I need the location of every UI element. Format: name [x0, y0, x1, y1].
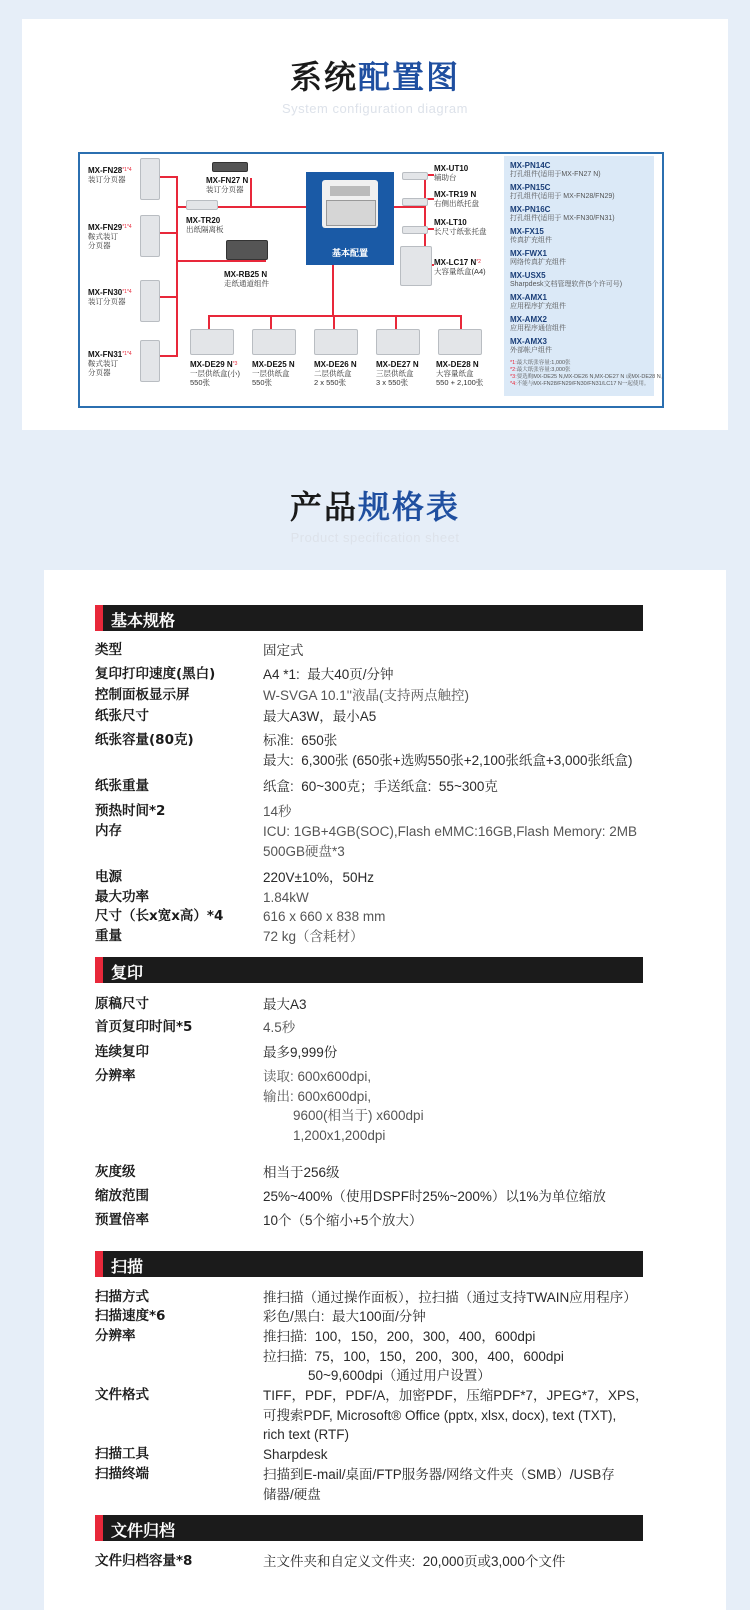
option-tr20: MX-TR20 出纸隔离板: [186, 216, 224, 234]
spec-value: A4 *1: 最大40页/分钟: [263, 667, 394, 682]
connector-line: [394, 206, 424, 208]
spec-label: 连续复印: [95, 1044, 149, 1060]
spec-value: 4.5秒: [263, 1020, 296, 1035]
option-amx3: MX-AMX3 外部帐户组件: [510, 337, 552, 354]
option-fn28: $MX-FN28^{*1*4}$ 装订分页器: [88, 166, 132, 184]
drawer-icon: [438, 329, 482, 355]
spec-value: 相当于256级: [263, 1165, 340, 1180]
connector-line: [160, 355, 178, 357]
spec-label: 类型: [95, 642, 122, 658]
spec-label: 尺寸（长x宽x高）*4: [95, 908, 224, 924]
section-title: 扫描: [111, 1257, 144, 1276]
connector-line: [160, 232, 178, 234]
config-title: [0, 52, 750, 98]
drawer-icon: [376, 329, 420, 355]
printer-icon: [322, 180, 378, 228]
section-bar-filing: [95, 1515, 643, 1541]
spec-value: W-SVGA 10.1''液晶(支持两点触控): [263, 688, 469, 703]
option-usx5: MX-USX5 Sharpdesk文档管理软件(5个许可号): [510, 271, 623, 288]
spec-label: 原稿尺寸: [95, 996, 149, 1012]
section-title: 基本规格: [111, 611, 176, 630]
section-bar-basic: [95, 605, 643, 631]
options-panel: [504, 156, 667, 396]
connector-line: [160, 296, 178, 298]
spec-value: ICU: 1GB+4GB(SOC),Flash eMMC:16GB,Flash Memory: 2MB 500GB硬盘*3: [263, 824, 637, 859]
separator-tray-icon: [186, 200, 218, 210]
finisher-icon: [140, 280, 160, 322]
spec-label: 文件格式: [95, 1387, 149, 1403]
drawer-icon: [314, 329, 358, 355]
long-tray-icon: [402, 226, 428, 234]
option-amx1: MX-AMX1 应用程序扩充组件: [510, 293, 566, 310]
spec-label: 控制面板显示屏: [95, 687, 190, 703]
spec-value: 主文件夹和自定义文件夹: 20,000页或3,000个文件: [263, 1554, 566, 1569]
option-fn31: $MX-FN31^{*1*4}$ 鞍式装订 分页器: [88, 350, 132, 377]
section-title: 复印: [111, 963, 144, 982]
option-fwx1: MX-FWX1 网络传真扩充组件: [510, 249, 566, 266]
option-fx15: MX-FX15 传真扩充组件: [510, 227, 552, 244]
spec-value: 72 kg（含耗材）: [263, 929, 364, 944]
connector-line: [208, 315, 462, 317]
option-tr19: MX-TR19 N 右侧出纸托盘: [434, 190, 479, 208]
spec-value: 彩色/黑白: 最大100面/分钟: [263, 1309, 426, 1324]
exit-tray-icon: [402, 198, 428, 206]
spec-value: TIFF，PDF，PDF/A，加密PDF，压缩PDF*7，JPEG*7，XPS， 可搜索PDF, Microsoft® Office (pptx, xlsx, docx), text (TXT), rich text (RTF): [263, 1388, 649, 1442]
option-pn16c: MX-PN16C 打孔组件(适用于 MX-FN30/FN31): [510, 205, 615, 222]
connector-line: [208, 315, 210, 329]
spec-label: 扫描方式: [95, 1289, 149, 1305]
spec-label: 分辨率: [95, 1068, 136, 1084]
footnote: *2:最大纸张容量:3,000张: [510, 367, 571, 373]
spec-value: 10个（5个缩小+5个放大）: [263, 1213, 423, 1228]
spec-label: 纸张容量(80克): [95, 732, 194, 748]
option-fn30: $MX-FN30^{*1*4}$ 装订分页器: [88, 288, 132, 306]
spec-value: 14秒: [263, 804, 292, 819]
drawer-icon: [252, 329, 296, 355]
finisher-inner-icon: [212, 162, 248, 172]
connector-line: [395, 315, 397, 329]
spec-label: 扫描终端: [95, 1466, 149, 1482]
core-machine: [306, 172, 394, 265]
spec-label: 复印打印速度(黑白): [95, 666, 216, 682]
spec-label: 灰度级: [95, 1164, 136, 1180]
spec-label: 扫描工具: [95, 1446, 149, 1462]
option-rb25: MX-RB25 N 走纸通道组件: [224, 270, 269, 288]
spec-value: 最大A3W，最小A5: [263, 709, 377, 724]
connector-line: [176, 260, 266, 262]
spec-label: 纸张尺寸: [95, 708, 149, 724]
spec-label: 纸张重量: [95, 778, 149, 794]
option-de27: MX-DE27 N 三层供纸盒 3 x 550张: [376, 360, 419, 387]
spec-label: 缩放范围: [95, 1188, 149, 1204]
spec-value: 最大A3: [263, 997, 307, 1012]
section-title: 文件归档: [111, 1521, 176, 1540]
option-lt10: MX-LT10 长尺寸纸张托盘: [434, 218, 487, 236]
spec-label: 扫描速度*6: [95, 1308, 166, 1324]
spec-value: 1.84kW: [263, 890, 309, 905]
spec-value: 读取: 600x600dpi, 输出: 600x600dpi, 9600(相当于) x600dpi 1,200x1,200dpi: [263, 1069, 424, 1143]
footnote: *4:不能与MX-FN28/FN29/FN30/FN31/LC17 N一起使用。: [510, 381, 650, 387]
config-subtitle: System configuration diagram: [282, 101, 468, 116]
spec-value: 推扫描（通过操作面板），拉扫描（通过支持TWAIN应用程序）: [263, 1290, 637, 1305]
option-de26: MX-DE26 N 二层供纸盒 2 x 550张: [314, 360, 357, 387]
connector-line: [333, 315, 335, 329]
spec-value: 推扫描: 100，150，200，300，400，600dpi 拉扫描: 75，100，150，200，300，400，600dpi 50~9,600dpi（通过用户设置）: [263, 1329, 564, 1383]
work-table-icon: [402, 172, 428, 180]
spec-label: 最大功率: [95, 889, 149, 905]
spec-value: 扫描到E-mail/桌面/FTP服务器/网络文件夹（SMB）/USB存 储器/硬盘: [263, 1467, 615, 1502]
spec-label: 电源: [95, 869, 122, 885]
option-de25: MX-DE25 N 一层供纸盒 550张: [252, 360, 295, 387]
spec-label: 预热时间*2: [95, 803, 166, 819]
spec-label: 预置倍率: [95, 1212, 149, 1228]
section-bar-scan: [95, 1251, 643, 1277]
connector-line: [332, 265, 334, 317]
connector-line: [270, 315, 272, 329]
footnote: *3:要选购MX-DE25 N,MX-DE26 N,MX-DE27 N 或MX-DE28 N。: [510, 374, 667, 380]
spec-label: 重量: [95, 928, 122, 944]
finisher-icon: [140, 340, 160, 382]
spec-value: 纸盒: 60~300克；手送纸盒: 55~300克: [263, 779, 498, 794]
connector-line: [176, 176, 178, 356]
spec-value: 固定式: [263, 643, 304, 658]
option-de28: MX-DE28 N 大容量纸盒 550 + 2,100张: [436, 360, 484, 387]
option-fn29: $MX-FN29^{*1*4}$ 鞍式装订 分页器: [88, 223, 132, 250]
lcc-icon: [400, 246, 432, 286]
specs-subtitle: Product specification sheet: [290, 530, 460, 545]
connector-line: [460, 315, 462, 329]
option-ut10: MX-UT10 辅助台: [434, 164, 469, 182]
connector-line: [250, 178, 252, 208]
spec-label: 分辨率: [95, 1328, 136, 1344]
spec-value: Sharpdesk: [263, 1447, 328, 1462]
footnote: *1:最大纸张容量:1,000张: [510, 360, 571, 366]
option-fn27: MX-FN27 N 装订分页器: [206, 176, 249, 194]
config-title-a: 系统: [289, 58, 358, 96]
spec-value: 25%~400%（使用DSPF时25%~200%）以1%为单位缩放: [263, 1189, 606, 1204]
config-title-b: 配置图: [358, 58, 461, 96]
finisher-icon: [140, 158, 160, 200]
core-label: 基本配置: [331, 248, 368, 258]
drawer-icon: [190, 329, 234, 355]
specs-title: [0, 482, 750, 528]
option-pn15c: MX-PN15C 打孔组件(适用于 MX-FN28/FN29): [510, 183, 615, 200]
specs-title-a: 产品: [289, 488, 358, 526]
section-bar-copy: [95, 957, 643, 983]
spec-label: 首页复印时间*5: [95, 1019, 193, 1035]
relay-unit-icon: [226, 240, 268, 260]
spec-label: 文件归档容量*8: [95, 1553, 193, 1569]
option-amx2: MX-AMX2 应用程序通信组件: [510, 315, 566, 332]
option-pn14c: MX-PN14C 打孔组件(适用于MX-FN27 N): [510, 161, 601, 178]
option-de29: MX-DE29 $N^{*3}$ 一层供纸盒(小) 550张: [190, 360, 240, 387]
spec-value: 616 x 660 x 838 mm: [263, 909, 386, 924]
specs-title-b: 规格表: [358, 488, 461, 526]
spec-value: 标准: 650张 最大: 6,300张 (650张+选购550张+2,100张纸盒+3,000张纸盒): [263, 733, 633, 768]
option-lc17: MX-LC17 $N^{*2}$ 大容量纸盒(A4): [434, 258, 486, 276]
finisher-icon: [140, 215, 160, 257]
spec-value: 220V±10%，50Hz: [263, 870, 374, 885]
spec-value: 最多9,999份: [263, 1045, 338, 1060]
spec-label: 内存: [95, 823, 122, 839]
